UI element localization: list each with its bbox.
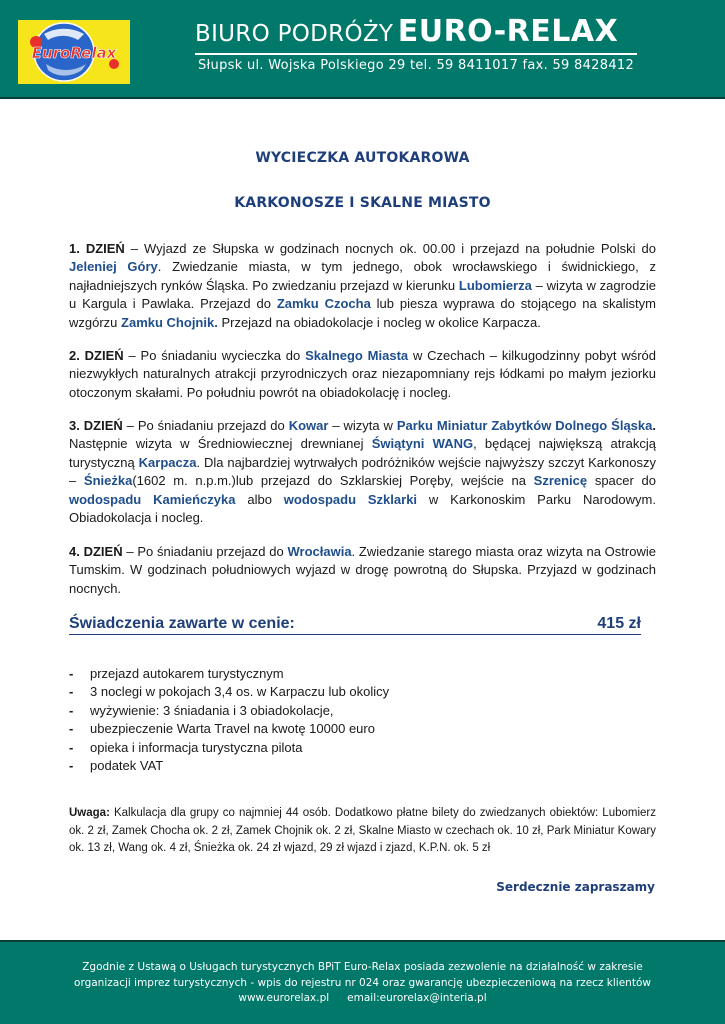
website-link[interactable]: www.eurorelax.pl — [238, 992, 330, 1004]
place-highlight: Parku Miniatur Zabytków Dolnego Śląska — [396, 418, 653, 433]
note-paragraph — [69, 805, 656, 858]
day-text: . Dla najbardziej wytrwałych podróżników wejście najwyższy szczyt Karkonoszy – — [69, 454, 656, 489]
place-highlight: wodospadu Szklarki — [283, 491, 418, 507]
place-highlight: wodospadu Kamieńczyka — [69, 491, 236, 507]
day-text: Przejazd na obiadokolacje i nocleg w okolice Karpacza. — [217, 314, 541, 330]
place-highlight: Kowar — [288, 418, 329, 433]
note-label: Uwaga: — [69, 807, 110, 819]
title-prefix: BIURO PODRÓŻY — [195, 21, 394, 47]
place-highlight: Zamku Chojnik. — [121, 314, 218, 330]
footer-line-2: organizacji imprez turystycznych - wpis do rejestru nr 024 oraz gwarancję ubezpieczeniową na rzecz klientów — [74, 976, 651, 989]
trip-name-heading: KARKONOSZE I SKALNE MIASTO — [234, 195, 491, 211]
day-label: 4. DZIEŃ — [69, 544, 123, 559]
title-underline — [195, 53, 637, 55]
day-2-paragraph — [69, 347, 656, 402]
title-brand: EURO-RELAX — [397, 14, 619, 49]
day-text: – Po śniadaniu przejazd do — [122, 418, 289, 433]
day-1-paragraph — [69, 240, 656, 332]
list-marker: - — [69, 757, 74, 773]
day-text: albo — [235, 491, 284, 507]
day-text: . Zwiedzanie miasta, w tym jednego, obok wrocławskiego i świdnickiego, z najładniejszych rynków Śląska. Po zwiedzaniu przejazd w kierunku — [69, 259, 656, 293]
day-text: – wizyta w — [328, 418, 397, 433]
footer-contact — [0, 991, 725, 1007]
place-highlight: Szrenicę — [533, 473, 588, 489]
list-marker: - — [69, 721, 74, 737]
day-label: . — [652, 418, 656, 433]
svg-text:EuroRelax: EuroRelax — [31, 44, 117, 62]
closing-greeting: Serdecznie zapraszamy — [496, 880, 655, 894]
agency-title — [195, 14, 618, 49]
footer-banner — [0, 940, 725, 1024]
header-banner — [0, 0, 725, 99]
list-marker: - — [69, 739, 74, 755]
footer-line-1: Zgodnie z Ustawą o Usługach turystycznych BPiT Euro-Relax posiada zezwolenie na działalność w zakresie — [82, 961, 643, 973]
day-text: , będącej największą atrakcją turystyczną — [69, 436, 657, 470]
day-3-paragraph — [69, 417, 656, 527]
day-text: (1602 m. n.p.m.)lub przejazd do Szklarskiej Poręby, wejście na — [132, 473, 534, 489]
list-item: - przejazd autokarem turystycznym — [69, 665, 656, 683]
header-divider — [0, 97, 725, 99]
day-text: Następnie wizyta w Średniowiecznej drewnianej — [69, 436, 372, 452]
price-value: 415 zł — [597, 615, 641, 632]
place-highlight: Karpacza — [138, 454, 197, 470]
place-highlight: Świątyni WANG — [371, 436, 474, 452]
day-text: lub piesza wyprawa do stojącego na skalistym wzgórzu — [69, 296, 656, 330]
footer-text — [0, 960, 725, 1007]
day-text: w Karkonoskim Parku Narodowym. Obiadokolacja i nocleg. — [69, 491, 656, 526]
day-label: 2. DZIEŃ — [69, 348, 124, 363]
trip-type-heading: WYCIECZKA AUTOKAROWA — [255, 150, 470, 166]
agency-address: Słupsk ul. Wojska Polskiego 29 tel. 59 8411017 fax. 59 8428412 — [198, 58, 635, 73]
place-highlight: Lubomierza — [458, 277, 532, 293]
list-item: - wyżywienie: 3 śniadania i 3 obiadokolacje, — [69, 702, 656, 720]
day-text: – Po śniadaniu przejazd do — [122, 544, 288, 559]
place-highlight: Wrocławia — [287, 544, 352, 559]
price-label: Świadczenia zawarte w cenie: — [69, 615, 295, 632]
list-marker: - — [69, 702, 74, 718]
place-highlight: Śnieżka — [83, 473, 133, 489]
list-item: - ubezpieczenie Warta Travel na kwotę 10000 euro — [69, 720, 656, 738]
note-text: Kalkulacja dla grupy co najmniej 44 osób. Dodatkowo płatne bilety do zwiedzanych obiektów: Lubomierz ok. 2 zł, Zamek Chocha ok. 2 zł, Zamek Chojnik ok. 2 zł, Skalne Miasto w czechach ok. 10 zł, Park Miniatur Kowary ok. 13 zł, Wang ok. 4 zł, Śnieżka ok. 24 zł wjazd, 29 zł wjazd i zjazd, K.P.N. ok. 5 zł — [69, 807, 656, 854]
footer-divider — [0, 940, 725, 942]
place-highlight: Zamku Czocha — [276, 296, 371, 312]
list-item: - opieka i informacja turystyczna pilota — [69, 739, 656, 757]
list-marker: - — [69, 666, 74, 681]
day-text: – Wyjazd ze Słupska w godzinach nocnych ok. 00.00 i przejazd na południe Polski do — [124, 241, 656, 256]
day-text: – Po śniadaniu wycieczka do — [123, 348, 306, 363]
price-row — [69, 613, 641, 635]
day-label: 3. DZIEŃ — [69, 418, 123, 433]
day-text: – wizyta w zagrodzie u Kargula i Pawlaka. Przejazd do — [69, 277, 656, 312]
list-item: - 3 noclegi w pokojach 3,4 os. w Karpaczu lub okolicy — [69, 683, 656, 701]
eurorelax-logo — [18, 20, 130, 84]
day-label: 1. DZIEŃ — [69, 241, 125, 256]
day-4-paragraph — [69, 543, 656, 598]
day-text: . Zwiedzanie starego miasta oraz wizyta na Ostrowie Tumskim. W godzinach południowych wyjazd w drogę powrotną do Słupska. Przyjazd w godzinach nocnych. — [69, 544, 656, 596]
email-link[interactable]: email:eurorelax@interia.pl — [347, 992, 487, 1004]
place-highlight: Skalnego Miasta — [305, 348, 409, 363]
list-marker: - — [69, 684, 74, 700]
day-text: spacer do — [587, 473, 656, 489]
place-highlight: Jeleniej Góry — [69, 259, 158, 275]
includes-list — [69, 665, 656, 775]
list-item: - podatek VAT — [69, 757, 656, 775]
day-text: w Czechach – kilkugodzinny pobyt wśród niezwykłych naturalnych atrakcji przyrodniczych oraz niezapomniany rejs łódkami po małym jeziorku otoczonym skałami. Po południu powrót na obiadokolację i nocleg. — [69, 348, 656, 400]
